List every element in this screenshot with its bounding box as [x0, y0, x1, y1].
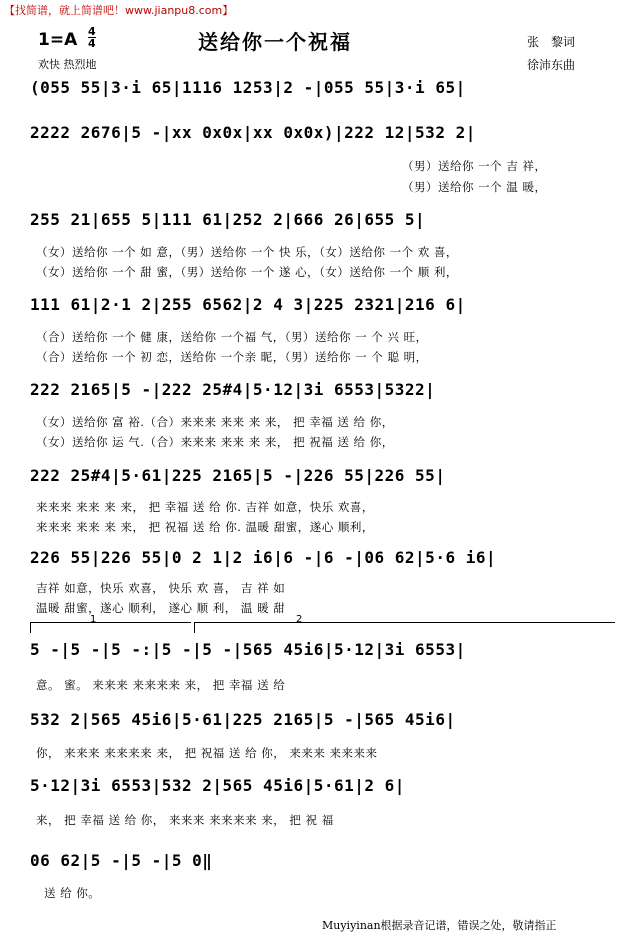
- meter-top: 4: [88, 25, 96, 38]
- lyric-line-2a: （男）送给你 一个 吉 祥，: [402, 159, 547, 173]
- lyric-line-3a: （女）送给你 一个 如 意，（男）送给你 一个 快 乐，（女）送给你 一个 欢 喜，: [36, 245, 458, 259]
- lyric-line-6b: 来来来 来来 来 来， 把 祝福 送 给 你. 温暖 甜蜜，遂心 顺利，: [36, 520, 374, 534]
- lyric-line-8a: 意。 蜜。 来来来 来来来来 来， 把 幸福 送 给: [36, 678, 286, 692]
- lyric-line-7b: 温暖 甜蜜，遂心 顺利， 遂心 顺 利， 温 暖 甜: [36, 601, 286, 615]
- lyric-line-9a: 你， 来来来 来来来来 来， 把 祝福 送 给 你， 来来来 来来来来: [36, 746, 378, 760]
- notation-line-8: 5 -|5 -|5 -:|5 -|5 -|565 45i6|5·12|3i 6553|: [30, 640, 466, 659]
- lyric-line-7a: 吉祥 如意，快乐 欢喜， 快乐 欢 喜， 吉 祥 如: [36, 581, 286, 595]
- lyric-line-5b: （女）送给你 运 气.（合）来来来 来来 来 来， 把 祝福 送 给 你，: [36, 435, 394, 449]
- song-title: 送给你一个祝福: [198, 30, 352, 54]
- volta-first-number: 1: [90, 614, 97, 625]
- site-banner[interactable]: 【找简谱，就上简谱吧！www.jianpu8.com】: [4, 4, 234, 17]
- notation-line-4: 111 61|2·1 2|255 6562|2 4 3|225 2321|216 6|: [30, 295, 466, 314]
- lyric-line-10a: 来， 把 幸福 送 给 你， 来来来 来来来来 来， 把 祝 福: [36, 813, 334, 827]
- time-signature: [88, 26, 96, 49]
- notation-line-6: 222 25#4|5·61|225 2165|5 -|226 55|226 55|: [30, 466, 446, 485]
- notation-line-11: 06 62|5 -|5 -|5 0‖: [30, 851, 213, 870]
- notation-line-1: (055 55|3·i 65|1116 1253|2 -|055 55|3·i 65|: [30, 78, 466, 97]
- tempo-marking: 欢快 热烈地: [38, 58, 97, 71]
- lyric-line-5a: （女）送给你 富 裕.（合）来来来 来来 来 来， 把 幸福 送 给 你，: [36, 415, 394, 429]
- meter-bottom: 4: [88, 37, 96, 50]
- composer-credit: 徐沛东曲: [527, 58, 576, 72]
- lyric-line-4a: （合）送给你 一个 健 康，送给你 一个福 气，（男）送给你 一 个 兴 旺，: [36, 330, 428, 344]
- transcriber-note: Muyiyinan根据录音记谱，错误之处，敬请指正: [322, 919, 557, 932]
- lyricist-credit: 张 黎词: [527, 35, 576, 49]
- volta-first-ending: [30, 622, 191, 633]
- notation-line-2: 2222 2676|5 -|xx 0x0x|xx 0x0x)|222 12|532 2|: [30, 123, 476, 142]
- volta-second-ending: [194, 622, 615, 633]
- notation-line-5: 222 2165|5 -|222 25#4|5·12|3i 6553|5322|: [30, 380, 436, 399]
- lyric-line-3b: （女）送给你 一个 甜 蜜，（男）送给你 一个 遂 心，（女）送给你 一个 顺 利，: [36, 265, 458, 279]
- lyric-line-11a: 送 给 你。: [44, 886, 101, 900]
- lyric-line-4b: （合）送给你 一个 初 恋，送给你 一个亲 昵，（男）送给你 一 个 聪 明，: [36, 350, 428, 364]
- notation-line-10: 5·12|3i 6553|532 2|565 45i6|5·61|2 6|: [30, 776, 405, 795]
- volta-second-number: 2: [296, 614, 303, 625]
- notation-line-9: 532 2|565 45i6|5·61|225 2165|5 -|565 45i6|: [30, 710, 456, 729]
- key-signature: 1=A: [38, 30, 78, 50]
- notation-line-7: 226 55|226 55|0 2 1|2 i6|6 -|6 -|06 62|5·6 i6|: [30, 548, 497, 567]
- lyric-line-6a: 来来来 来来 来 来， 把 幸福 送 给 你. 吉祥 如意，快乐 欢喜，: [36, 500, 374, 514]
- notation-line-3: 255 21|655 5|111 61|252 2|666 26|655 5|: [30, 210, 426, 229]
- lyric-line-2b: （男）送给你 一个 温 暖，: [402, 180, 547, 194]
